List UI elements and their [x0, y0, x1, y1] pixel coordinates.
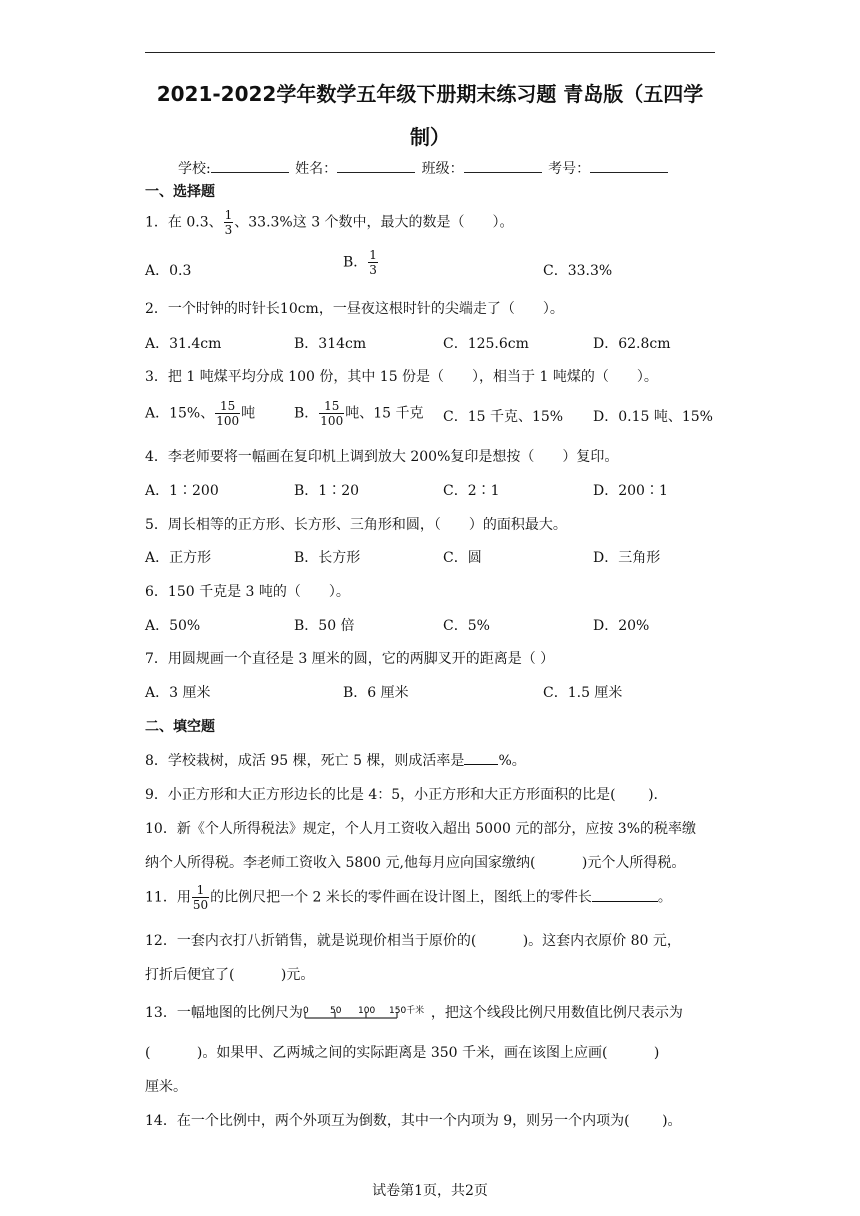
question-14: 14．在一个比例中，两个外项互为倒数，其中一个内项为 9，则另一个内项为( )。	[145, 1113, 682, 1129]
question-9: 9．小正方形和大正方形边长的比是 4：5，小正方形和大正方形面积的比是( ).	[145, 787, 658, 803]
question-2: 2．一个时钟的时针长10cm，一昼夜这根时针的尖端走了（ ）。	[145, 301, 564, 317]
q1-option-a[interactable]: A．0.3	[145, 263, 192, 279]
q4-option-d[interactable]: D．200∶1	[593, 483, 668, 499]
scale-label-50: 50	[329, 1006, 342, 1016]
q7-option-b[interactable]: B．6 厘米	[343, 685, 409, 701]
scale-label-150: 150千米	[388, 1006, 425, 1016]
section-choice: 一、选择题	[145, 184, 215, 200]
q3-option-b[interactable]: B． $\frac{15}{100}$ 吨、15 千克	[294, 399, 424, 428]
section-fill: 二、填空题	[145, 719, 215, 735]
page-footer: 试卷第1页，共2页	[372, 1183, 488, 1199]
q6-option-a[interactable]: A．50%	[145, 618, 201, 634]
question-12-line2: 打折后便宜了( )元。	[145, 967, 315, 983]
q3-option-c[interactable]: C．15 千克、15%	[443, 409, 564, 425]
q5-option-c[interactable]: C．圆	[443, 550, 482, 566]
class-blank[interactable]	[464, 159, 542, 173]
question-3: 3．把 1 吨煤平均分成 100 份，其中 15 份是（ ），相当于 1 吨煤的（ ）。	[145, 369, 658, 385]
q4-option-b[interactable]: B．1∶20	[294, 483, 360, 499]
question-10-line1: 10．新《个人所得税法》规定，个人月工资收入超出 5000 元的部分，应按 3%的税率缴	[145, 821, 697, 837]
question-11: 11．用 $\frac{1}{50}$ 的比例尺把一个 2 米长的零件画在设计图上，图纸上的零件长 。	[145, 883, 672, 912]
q6-option-b[interactable]: B．50 倍	[294, 618, 355, 634]
scale-label-0: 0	[302, 1006, 309, 1016]
name-blank[interactable]	[337, 159, 415, 173]
q3-option-d[interactable]: D．0.15 吨、15%	[593, 409, 713, 425]
q2-option-b[interactable]: B．314cm	[294, 336, 367, 352]
question-1: 1．在 0.3、 $\frac{1}{3}$ 、33.3%这 3 个数中，最大的数是（ ）。	[145, 208, 514, 237]
student-info	[178, 158, 670, 178]
question-13-line1: 13．一幅地图的比例尺为 0 50 100 150千米 ，把这个线段比例尺用数值比例尺表示为	[145, 1005, 683, 1021]
question-6: 6．150 千克是 3 吨的（ ）。	[145, 584, 350, 600]
q4-option-a[interactable]: A．1∶200	[145, 483, 219, 499]
fraction: $\frac{1}{3}$	[224, 208, 233, 237]
q1-option-b[interactable]: B． $\frac{1}{3}$	[343, 248, 377, 277]
school-label: 学校:	[178, 161, 211, 177]
q7-option-a[interactable]: A．3 厘米	[145, 685, 211, 701]
q3-option-a[interactable]: A．15%、 $\frac{15}{100}$ 吨	[145, 399, 256, 428]
q2-option-c[interactable]: C．125.6cm	[443, 336, 529, 352]
q2-option-d[interactable]: D．62.8cm	[593, 336, 671, 352]
q5-option-a[interactable]: A．正方形	[145, 550, 212, 566]
answer-blank[interactable]	[592, 889, 658, 902]
page-title-cont: 制）	[410, 125, 450, 149]
q7-option-c[interactable]: C．1.5 厘米	[543, 685, 623, 701]
header-rule	[145, 52, 715, 53]
exam-no-label: 考号：	[548, 161, 591, 177]
question-8: 8．学校栽树，成活 95 棵，死亡 5 棵，则成活率是 %。	[145, 753, 526, 769]
q6-option-d[interactable]: D．20%	[593, 618, 650, 634]
question-13-line3: 厘米。	[145, 1079, 187, 1095]
q1-option-c[interactable]: C．33.3%	[543, 263, 613, 279]
scale-label-100: 100	[357, 1006, 376, 1016]
answer-blank[interactable]	[464, 752, 498, 765]
exam-no-blank[interactable]	[590, 159, 668, 173]
class-label: 班级：	[421, 161, 464, 177]
q2-option-a[interactable]: A．31.4cm	[145, 336, 222, 352]
question-10-line2: 纳个人所得税。李老师工资收入 5800 元,他每月应向国家缴纳( )元个人所得税。	[145, 855, 686, 871]
q5-option-b[interactable]: B．长方形	[294, 550, 361, 566]
question-12-line1: 12．一套内衣打八折销售，就是说现价相当于原价的( )。这套内衣原价 80 元，	[145, 933, 681, 949]
q5-option-d[interactable]: D．三角形	[593, 550, 661, 566]
school-blank[interactable]	[211, 159, 289, 173]
q6-option-c[interactable]: C．5%	[443, 618, 490, 634]
page-title: 2021-2022学年数学五年级下册期末练习题 青岛版（五四学	[156, 82, 704, 106]
question-4: 4．李老师要将一幅画在复印机上调到放大 200%复印是想按（ ）复印。	[145, 449, 619, 465]
line-scale-bar	[303, 1003, 431, 1023]
question-5: 5．周长相等的正方形、长方形、三角形和圆，（ ）的面积最大。	[145, 517, 567, 533]
question-7: 7．用圆规画一个直径是 3 厘米的圆，它的两脚叉开的距离是（ ）	[145, 651, 555, 667]
name-label: 姓名：	[295, 161, 338, 177]
question-13-line2: ( )。如果甲、乙两城之间的实际距离是 350 千米，画在该图上应画( )	[145, 1045, 660, 1061]
q4-option-c[interactable]: C．2∶1	[443, 483, 500, 499]
